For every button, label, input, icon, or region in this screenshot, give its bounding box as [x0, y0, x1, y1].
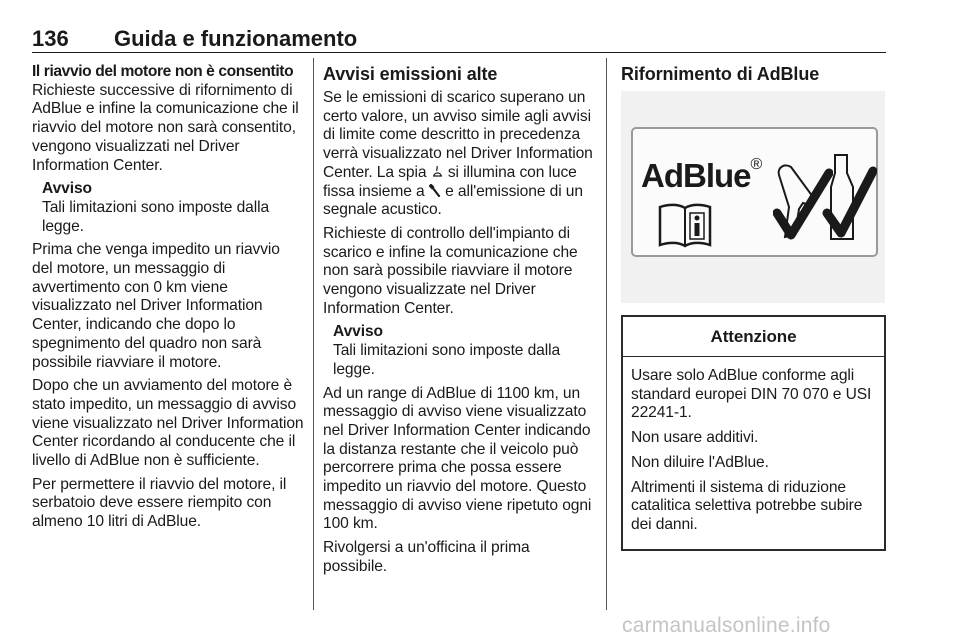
- paragraph: Prima che venga impedito un riavvio del motore, un messaggio di avvertimento con 0 km viene visualizzato nel Driver Information Center, indicando che dopo lo spegnimento del quadro non sarà possibile riavviare il motore.: [32, 241, 280, 371]
- paragraph: Richieste di controllo dell'impianto di scarico e infine la comunicazione che non sarà possibile riavviare il motore vengono visualizzate nel Driver Information Center.: [323, 224, 578, 317]
- warning-paragraph: Altrimenti il sistema di riduzione catalitica selettiva potrebbe subire dei danni.: [631, 478, 863, 533]
- page-header: [32, 27, 886, 53]
- wrench-icon: [429, 184, 441, 197]
- note-text: Tali limitazioni sono imposte dalla legge.: [333, 342, 561, 378]
- adblue-logo-text: AdBlue®: [641, 156, 762, 194]
- manual-info-icon: [657, 201, 713, 249]
- section-heading: Il riavvio del motore non è consentito: [32, 63, 294, 80]
- bottle-check-icon: [821, 151, 877, 247]
- warning-body: [623, 357, 884, 549]
- column-divider: [606, 58, 607, 610]
- paragraph: Ad un range di AdBlue di 1100 km, un messaggio di avviso viene visualizzato nel Driver Information Center indicando la distanza restante che il veicolo può percorrere prima che possa essere impedito un riavvio del motore. Questo messaggio di avviso viene ripetuto ogni 100 km.: [323, 384, 592, 533]
- note-box: [32, 180, 304, 236]
- left-column: [32, 63, 304, 537]
- note-title: Avviso: [333, 323, 383, 341]
- section-heading: Avvisi emissioni alte: [323, 64, 498, 84]
- paragraph: Rivolgersi a un'officina il prima possibile.: [323, 539, 530, 575]
- paragraph: [323, 89, 595, 220]
- paragraph: Per permettere il riavvio del motore, il serbatoio deve essere riempito con almeno 10 litri di AdBlue.: [32, 475, 287, 531]
- warning-paragraph: Usare solo AdBlue conforme agli standard europei DIN 70 070 e USI 22241-1.: [631, 367, 872, 422]
- warning-title: Attenzione: [623, 317, 884, 357]
- column-divider: [313, 58, 314, 610]
- section-heading: Rifornimento di AdBlue: [621, 64, 820, 84]
- watermark: carmanualsonline.info: [622, 614, 831, 637]
- warning-box: [621, 315, 886, 551]
- paragraph: Richieste successive di rifornimento di AdBlue e infine la comunicazione che il riavvio del motore non sarà consentito, vengono visualizzati nel Driver Information Center.: [32, 81, 299, 174]
- paragraph-text: Se le emissioni di scarico superano un certo valore, un avviso simile agli avvisi di limite come descritto in precedenza verrà visualizzato nel Driver Information Center. La spia: [323, 89, 593, 181]
- middle-column: [323, 63, 595, 582]
- paragraph-text: si illumina con luce fissa insieme a: [323, 163, 577, 200]
- note-text: Tali limitazioni sono imposte dalla legge.: [42, 198, 270, 235]
- warning-paragraph: Non diluire l'AdBlue.: [631, 453, 769, 471]
- note-title: Avviso: [42, 180, 92, 198]
- adblue-label: [631, 127, 878, 257]
- exhaust-icon: [431, 165, 444, 178]
- right-column: [621, 63, 886, 551]
- page-number: 136: [32, 26, 69, 51]
- paragraph: Dopo che un avviamento del motore è stato impedito, un messaggio di avviso viene visualizzato nel Driver Information Center ricordando al conducente che il livello di AdBlue non è sufficiente.: [32, 377, 304, 470]
- paragraph-text: e all'emissione di un segnale acustico.: [323, 182, 583, 219]
- note-box: [323, 323, 595, 379]
- running-title: Guida e funzionamento: [114, 26, 358, 51]
- adblue-label-illustration: [621, 91, 885, 303]
- warning-paragraph: Non usare additivi.: [631, 429, 759, 447]
